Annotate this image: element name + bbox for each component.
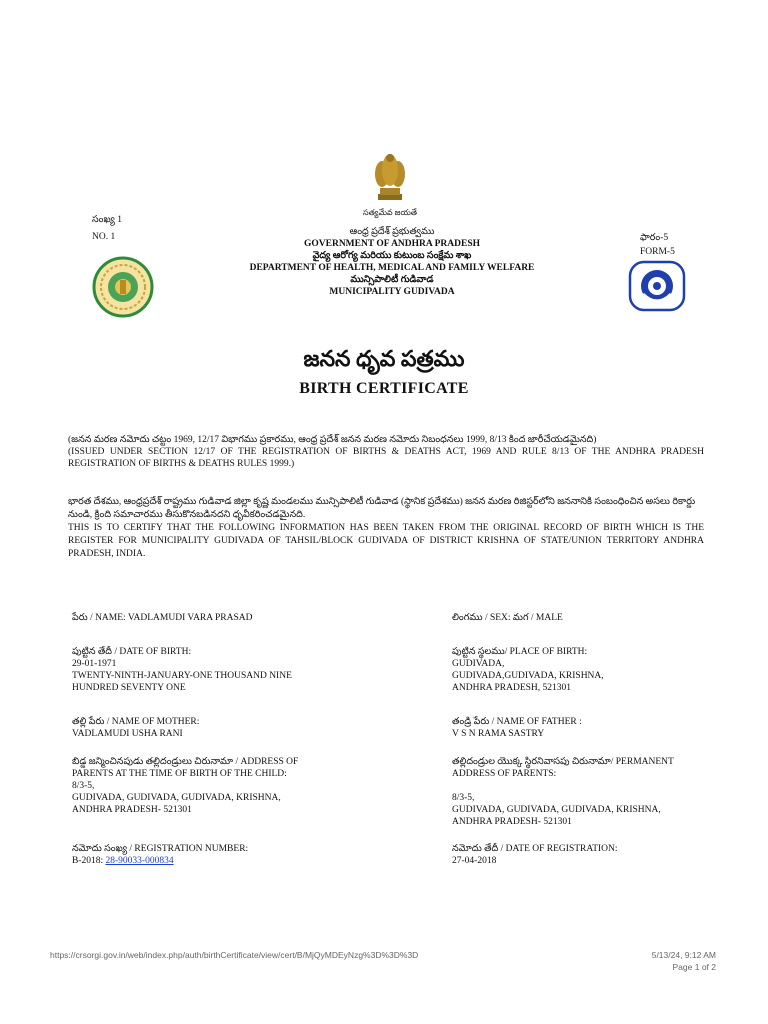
certificate-header [230,226,554,298]
sex-field: లింగము / SEX: మగ / MALE [452,613,563,623]
mother-value: VADLAMUDI USHA RANI [72,729,183,739]
pob-line3: ANDHRA PRADESH, 521301 [452,683,572,693]
dob-value: 29-01-1971 [72,659,117,669]
address-at-birth-line1: 8/3-5, [72,781,95,791]
certification-english: THIS IS TO CERTIFY THAT THE FOLLOWING INFORMATION HAS BEEN TAKEN FROM THE ORIGINAL RECORD OF BIRTH WHICH IS THE REGISTER FOR MUNICIPALITY GUDIVADA OF TAHSIL/BLOCK GUDIVADA OF DISTRICT KRISHNA OF STATE/UNION TERRITORY ANDHRA PRADESH, INDIA. [68,523,704,559]
mother-name-field [72,716,322,740]
certificate-title-english: BIRTH CERTIFICATE [299,380,469,397]
emblem-motto: సత్యమేవ జయతే [363,208,417,217]
father-value: V S N RAMA SASTRY [452,729,545,739]
date-of-birth-field [72,646,322,694]
municipality-english: MUNICIPALITY GUDIVADA [329,287,455,297]
certification-telugu: భారత దేశము, ఆంధ్రప్రదేశ్ రాష్ట్రము గుడివాడ జిల్లా కృష్ణ మండలము మున్సిపాలిటీ గుడివాడ (స్థానిక ప్రదేశము) జనన మరణ రిజిస్టర్‌లోని జననానికి సంబంధించిన అసలు రికార్డు నుండి, క్రింది సమాచారము తీసుకొనబడినదని ధృవీకరించడమైనది. [68,497,696,520]
permanent-address-field [452,756,697,828]
page-number: Page 1 of 2 [672,962,716,972]
dob-label: పుట్టిన తేదీ / DATE OF BIRTH: [72,647,192,657]
registration-date-field [452,843,722,867]
issued-under-section [68,434,704,470]
govt-telugu: ఆంధ్ర ప్రదేశ్ ప్రభుత్వము [349,227,435,237]
dept-telugu: వైద్య ఆరోగ్య మరియు కుటుంబ సంక్షేమ శాఖ [312,251,472,261]
registration-number-value [72,855,322,867]
registration-number-link[interactable]: 28-90033-000834 [105,856,174,866]
form-telugu: ఫారం-5 [640,233,669,243]
dept-english: DEPARTMENT OF HEALTH, MEDICAL AND FAMILY WELFARE [249,263,535,273]
ap-government-logo-icon [92,256,154,318]
issued-under-english: (ISSUED UNDER SECTION 12/17 OF THE REGISTRATION OF BIRTHS & DEATHS ACT, 1969 AND RULE 8/13 OF THE ANDHRA PRADESH REGISTRATION OF BIRTHS & DEATHS RULES 1999.) [68,447,704,469]
mother-label: తల్లి పేరు / NAME OF MOTHER: [72,717,200,727]
certification-statement [68,496,704,561]
municipality-telugu: మున్సిపాలిటీ గుడివాడ [350,275,434,285]
number-english: NO. 1 [92,232,116,242]
dob-words: TWENTY-NINTH-JANUARY-ONE THOUSAND NINE HUNDRED SEVENTY ONE [72,671,292,693]
number-telugu: సంఖ్య 1 [92,215,123,225]
pob-line2: GUDIVADA,GUDIVADA, KRISHNA, [452,671,604,681]
form-logo-icon [628,260,686,312]
permanent-address-line1: 8/3-5, [452,793,475,803]
certificate-title-telugu: జనన ధృవ పత్రము [303,346,465,371]
registration-number-label: నమోదు సంఖ్య / REGISTRATION NUMBER: [72,844,249,854]
national-emblem-icon [370,150,410,206]
permanent-address-line3: ANDHRA PRADESH- 521301 [452,817,572,827]
permanent-address-label: తల్లిదండ్రుల యొక్క స్థిరనివాసపు చిరునామా/ PERMANENT ADDRESS OF PARENTS: [452,757,674,779]
father-label: తండ్రి పేరు / NAME OF FATHER : [452,717,582,727]
registration-date-label: నమోదు తేదీ / DATE OF REGISTRATION: [452,844,618,854]
form-english: FORM-5 [640,247,675,257]
address-at-birth-field [72,756,322,816]
pob-line1: GUDIVADA, [452,659,505,669]
registration-date-value: 27-04-2018 [452,856,497,866]
govt-english: GOVERNMENT OF ANDHRA PRADESH [303,239,481,249]
permanent-address-line2: GUDIVADA, GUDIVADA, GUDIVADA, KRISHNA, [452,805,661,815]
registration-number-field [72,843,322,867]
page-url: https://crsorgi.gov.in/web/index.php/auth/birthCertificate/view/cert/B/MjQyMDEyNzg%3D%3D%3D [50,950,419,960]
place-of-birth-field [452,646,722,694]
address-at-birth-line2: GUDIVADA, GUDIVADA, GUDIVADA, KRISHNA, [72,793,281,803]
name-field: పేరు / NAME: VADLAMUDI VARA PRASAD [72,613,253,623]
pob-label: పుట్టిన స్థలము/ PLACE OF BIRTH: [452,647,588,657]
issued-under-telugu: (జనన మరణ నమోదు చట్టం 1969, 12/17 విభాగము ప్రకారము, ఆంధ్ర ప్రదేశ్ జనన మరణ నమోదు నిబంధనలు 1999, 8/13 కింద జారీచేయడమైనది) [68,435,597,445]
address-at-birth-label: బిడ్డ జన్మించినపుడు తల్లిదండ్రులు చిరునామా / ADDRESS OF PARENTS AT THE TIME OF BIRTH OF THE CHILD: [72,757,299,779]
father-name-field [452,716,722,740]
address-at-birth-line3: ANDHRA PRADESH- 521301 [72,805,192,815]
registration-number-prefix: B-2018: [72,856,106,866]
print-datetime: 5/13/24, 9:12 AM [651,950,716,960]
